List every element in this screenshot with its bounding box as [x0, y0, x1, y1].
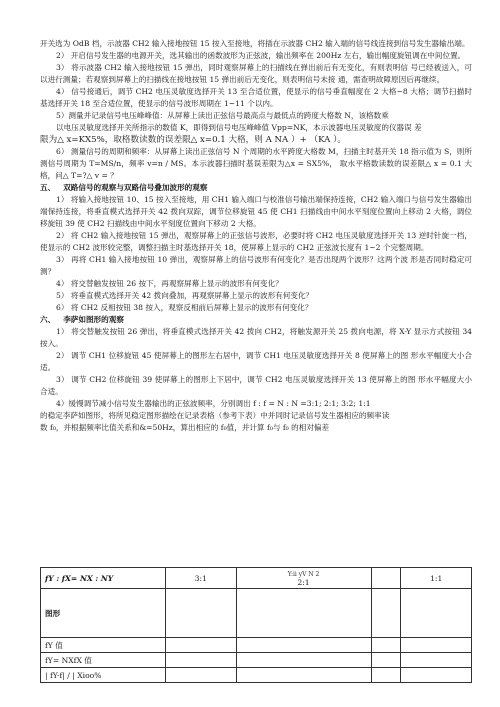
- paragraph-7: 6） 测量信号的周期和频率：从屏幕上读出正弦信号 N 个周期的水平跨度大格数 M，扫描主时基开关 18 指示值为 S，则所测信号周期为 T=MS/n，频率 v=n / MS。本示波器扫描时基误差限为△x = SX5%， 取水平格数读数的误差限△ x = 0.1 大格，问△ T=?△ v = ？: [40, 147, 472, 180]
- value-cell[interactable]: [371, 668, 401, 683]
- value-cell[interactable]: [236, 668, 371, 683]
- row-label: 图形: [41, 589, 166, 638]
- table-row-figure: [41, 589, 472, 638]
- value-cell[interactable]: [236, 653, 371, 668]
- value-cell[interactable]: [401, 653, 472, 668]
- paragraph-5: 以电压灵敏度选择开关所指示的数值 K，即得到信号电压峰峰值 Vpp=NK，本示波器电压灵敏度的仪器误 差: [56, 123, 422, 132]
- row-label: fY 值: [41, 638, 166, 653]
- paragraph-4: 5）测量并记录信号电压峰峰值：从屏幕上读出正弦信号最高点与最低点的跨度大格数 N，该格数乘: [56, 111, 389, 120]
- section-heading-5: [40, 182, 472, 194]
- value-cell[interactable]: [401, 668, 472, 683]
- value-cell[interactable]: [166, 653, 237, 668]
- value-cell[interactable]: [371, 638, 401, 653]
- paragraph-0: 开关选为 OdB 档，示波器 CH2 输入接地按钮 15 按入至接地，将插在示波器 CH2 输入端的信号线连接到信号发生器输出端。: [40, 39, 470, 48]
- figure-cell[interactable]: [371, 589, 401, 638]
- paragraph-9: 1） 将输入接地按钮 10、15 按入至接地，用 CH1 输入端口与校准信号输出端保持连接，CH2 输入端口与信号发生器输出端保持连接，将垂直模式选择开关 42 拨向双踪，调节位移旋钮 45 使 CH1 扫描线由中间水平刻度位置向上移动 2 大格，调位移旋钮 39 使 CH2 扫描线由中间水平刻度位置向下移动 2 大格。: [40, 195, 472, 228]
- paragraph-3: 4） 信号接通后，调节 CH2 电压灵敏度选择开关 13 至合适位置，使显示的信号垂直幅度在 2 大格~8 大格；调节扫描时基选择开关 18 至合适位置，使显示的信号波形周期在 1~11 个以内。: [40, 87, 472, 108]
- figure-cell[interactable]: [166, 589, 237, 638]
- section-number: 六、: [40, 315, 56, 324]
- lissajous-record-table: [40, 567, 472, 683]
- paragraph-21: 数 f₀，并根据频率比值关系和&=50Hz，算出相应的 f₀值，并计算 f₀与 f₀ 的相对偏差: [40, 423, 330, 432]
- ratio-cell: 1:1: [401, 568, 472, 589]
- paragraph-1: 2） 开启信号发生器的电源开关，选其输出的函数波形为正弦波，输出频率在 200Hz 左右，输出幅度旋钮调在中间位置。: [56, 51, 466, 60]
- value-cell[interactable]: [236, 638, 371, 653]
- ratio-cell: 3:1: [166, 568, 237, 589]
- paragraph-19: 4）缓慢调节减小信号发生器输出的正弦波频率，分别调出 f : f = N : N =3:1; 2:1; 3:2; 1:1: [56, 399, 371, 408]
- figure-cell[interactable]: [236, 589, 371, 638]
- ratio-cell: [371, 568, 401, 589]
- paragraph-6-formula: 限为△ x=KX5%，取格数读数的误差限△ x=0.1 大格，则 A NA ）+ （KA ）。: [40, 135, 346, 145]
- paragraph-11: 3） 再将 CH1 输入接地按钮 10 弹出，观察屏幕上的信号波形有何变化？是否出现两个波形？这两个波 形是否同时稳定可测？: [40, 255, 472, 276]
- figure-cell[interactable]: [401, 589, 472, 638]
- paragraph-2: 3） 将示波器 CH2 输入接地按钮 15 弹出，同时观察屏幕上的扫描线在弹出前后有无变化，有则表明信 号已经被送入，可以进行测量；若观察到屏幕上的扫描线在接地按钮 15 弹出前后无变化，则表明信号未接 通，需查明故障原因后再继续。: [40, 63, 472, 84]
- value-cell[interactable]: [371, 653, 401, 668]
- row-label: fY= NXfX 值: [41, 653, 166, 668]
- section-title: 双路信号的观察与双路信号叠加波形的观察: [63, 183, 208, 192]
- paragraph-12: 4） 将交替触发按钮 26 按下，再观察屏幕上显示的波形有何变化？: [56, 279, 283, 288]
- table-row-fy-calc: [41, 653, 472, 668]
- value-cell[interactable]: [166, 638, 237, 653]
- table-row-fy: [41, 638, 472, 653]
- paragraph-18: 3） 调节 CH2 位移旋钮 39 使屏幕上的图形上下居中，调节 CH2 电压灵敏度选择开关 13 使屏幕上的图 形水平幅度大小合适。: [40, 375, 472, 396]
- paragraph-17: 2） 调节 CH1 位移旋钮 45 使屏幕上的图形左右居中，调节 CH1 电压灵敏度选择开关 8 使屏幕上的图 形水平幅度大小合适。: [40, 351, 472, 372]
- table-header-label: fY : fX= NX : NY: [41, 568, 166, 589]
- section-heading-6: [40, 314, 472, 326]
- section-title: 李萨如图形的观察: [63, 315, 124, 324]
- paragraph-16: 1） 将交替触发按钮 26 弹出，将垂直模式选择开关 42 拨向 CH2，将触发源开关 25 拨向电源，将 X-Y 显示方式按钮 34 按入。: [40, 327, 472, 348]
- table-header-row: [41, 568, 472, 589]
- value-cell[interactable]: [166, 668, 237, 683]
- table-row-deviation: [41, 668, 472, 683]
- paragraph-14: 6） 将 CH2 反相按钮 38 按入，观察反相前后屏幕上显示的波形有何变化？: [56, 303, 313, 312]
- section-number: 五、: [40, 183, 56, 192]
- ratio-cell: Y:ii yV N 2 2:1: [236, 568, 371, 589]
- value-cell[interactable]: [401, 638, 472, 653]
- paragraph-13: 5） 将垂直模式选择开关 42 拨向叠加，再观察屏幕上显示的波形有何变化？: [56, 291, 314, 300]
- document-body: [40, 38, 472, 434]
- paragraph-20: 的稳定李萨如图形，将所见稳定图形描绘在记录表格（参考下表）中并同时记录信号发生器相应的频率读: [40, 411, 390, 420]
- row-label: | fY-f| / | Xioo%: [41, 668, 166, 683]
- paragraph-10: 2） 将 CH2 输入接地按钮 15 弹出，观察屏幕上的正弦信号波形，必要时将 CH2 电压灵敏度选择开关 13 逆时针旋一档，使显示的 CH2 波形较完整，调整扫描主时基选择开关 18，使屏幕上显示的 CH2 正弦波长度有 1~2 个完整周期。: [40, 231, 472, 252]
